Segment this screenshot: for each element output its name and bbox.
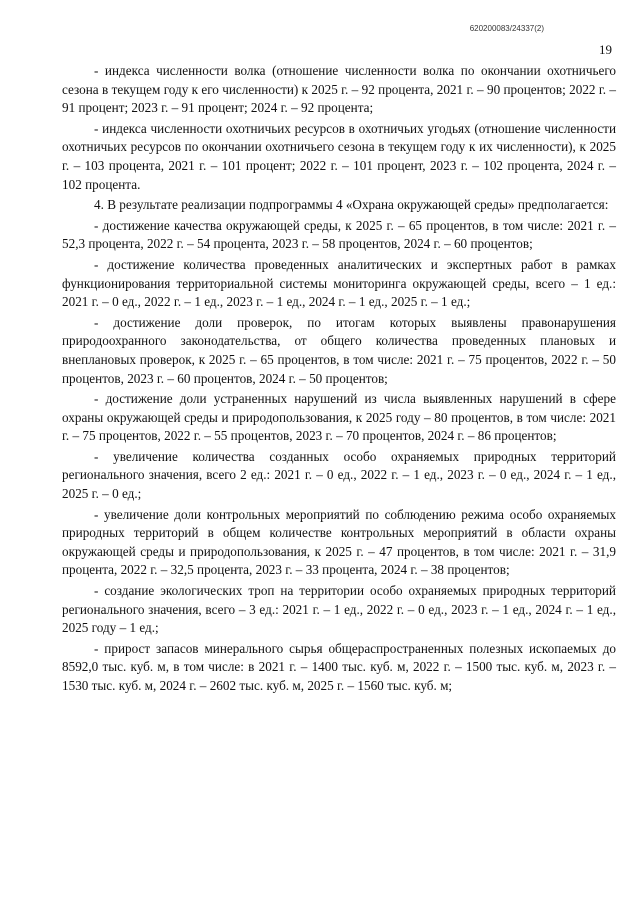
page-number: 19 [599, 42, 612, 57]
paragraph: - достижение доли проверок, по итогам которых выявлены правонарушения природоохранного законодательства, от общего количества проведенных плановых и внеплановых проверок, к 2025 г. – 65 процентов, в том числе: 2021 г. – 75 процентов, 2022 г. – 50 процентов, 2023 г. – 60 процентов, 2024 г. – 50 процентов; [62, 314, 616, 386]
paragraph: - достижение качества окружающей среды, к 2025 г. – 65 процентов, в том числе: 2021 г. – 52,3 процента, 2022 г. – 54 процента, 2023 г. – 58 процентов, 2024 г. – 60 процентов; [62, 217, 616, 252]
paragraph: - достижение количества проведенных аналитических и экспертных работ в рамках функционирования территориальной системы мониторинга окружающей среды, всего – 1 ед.: 2021 г. – 0 ед., 2022 г. – 1 ед., 2023 г. – 1 ед., 2024 г. – 1 ед., 2025 г. – 1 ед.; [62, 256, 616, 310]
paragraph: - увеличение количества созданных особо охраняемых природных территорий регионального значения, всего 2 ед.: 2021 г. – 0 ед., 2022 г. – 1 ед., 2023 г. – 0 ед., 2024 г. – 1 ед., 2025 г. – 0 ед.; [62, 448, 616, 502]
paragraph: - индекса численности охотничьих ресурсов в охотничьих угодьях (отношение численности охотничьих ресурсов по окончании охотничьего сезона в текущем году к их численности), к 2025 г. – 103 процента, 2021 г. – 101 процент; 2022 г. – 101 процент, 2023 г. – 102 процента, 2024 г. – 102 процента. [62, 120, 616, 192]
document-body [62, 62, 616, 698]
paragraph: - увеличение доли контрольных мероприятий по соблюдению режима особо охраняемых природных территорий в общем количестве контрольных мероприятий в области охраны окружающей среды и природопользования, к 2025 г. – 47 процентов, в том числе: 2021 г. – 31,9 процента, 2022 г. – 32,5 процента, 2023 г. – 33 процента, 2024 г. – 38 процентов; [62, 506, 616, 578]
paragraph: - создание экологических троп на территории особо охраняемых природных территорий регионального значения, всего – 3 ед.: 2021 г. – 1 ед., 2022 г. – 0 ед., 2023 г. – 1 ед., 2024 г. – 1 ед., 2025 году – 1 ед.; [62, 583, 616, 636]
document-code: 620200083/24337(2) [469, 24, 544, 33]
paragraph: 4. В результате реализации подпрограммы 4 «Охрана окружающей среды» предполагается: [94, 197, 609, 213]
paragraph: - индекса численности волка (отношение численности волка по окончании охотничьего сезона в текущем году к его численности) к 2025 г. – 92 процента, 2021 г. – 90 процентов; 2022 г. – 91 процент; 2023 г. – 91 процент; 2024 г. – 92 процента; [62, 63, 616, 116]
paragraph: - достижение доли устраненных нарушений из числа выявленных нарушений в сфере охраны окружающей среды и природопользования, к 2025 году – 80 процентов, в том числе: 2021 г. – 75 процентов, 2022 г. – 55 процентов, 2023 г. – 70 процентов, 2024 г. – 86 процентов; [62, 391, 616, 444]
paragraph: - прирост запасов минерального сырья общераспространенных полезных ископаемых до 8592,0 тыс. куб. м, в том числе: в 2021 г. – 1400 тыс. куб. м, 2022 г. – 1500 тыс. куб. м, 2023 г. – 1530 тыс. куб. м, 2024 г. – 2602 тыс. куб. м, 2025 г. – 1560 тыс. куб. м; [62, 640, 616, 693]
